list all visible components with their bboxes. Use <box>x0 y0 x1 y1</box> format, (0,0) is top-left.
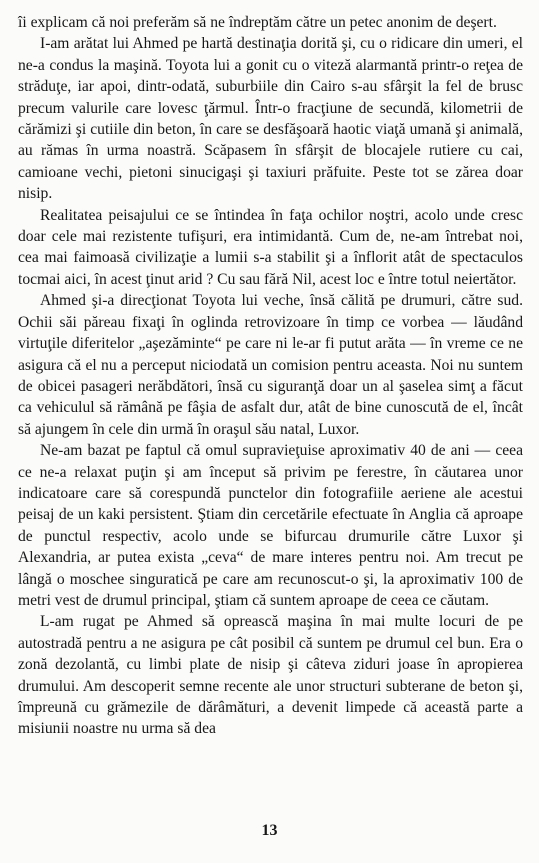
paragraph-6: L-am rugat pe Ahmed să oprească maşina în mai multe locuri de pe autostradă pentru a ne asigura pe cât posibil că suntem pe drumul cel bun. Era o zonă dezolantă, cu limbi plate de nisip şi câteva ziduri joase în apropierea drumului. Am descoperit semne recente ale unor structuri subterane de beton şi, împreună cu grămezile de dărâmături, a devenit limpede că această parte a misiunii noastre nu urma să dea <box>18 613 523 738</box>
paragraph-5: Ne-am bazat pe faptul că omul supravieţuise aproximativ 40 de ani — ceea ce ne-a relaxat puţin şi am început să privim pe ferestre, în căutarea unor indicatoare care să corespundă punctelor din fotografiile aeriene ale acestui peisaj de un kaki persistent. Ştiam din cercetările efectuate în Anglia că aproape de punctul respectiv, acolo unde se bifurcau drumurile către Luxor şi Alexandria, ar putea exista „ceva“ de mare interes pentru noi. Am trecut pe lângă o moschee singuratică pe care am recunoscut-o şi, la aproximativ 100 de metri vest de drumul principal, ştiam că suntem aproape de ceea ce căutam. <box>18 442 523 609</box>
page-number: 13 <box>261 822 278 839</box>
paragraph-3: Realitatea peisajului ce se întindea în faţa ochilor noştri, acolo unde cresc doar cele mai rezistente tufişuri, era intimidantă. Cum de, ne-am întrebat noi, cea mai faimoasă civilizaţie a lumii s-a stabilit şi a înflorit atât de spectaculos tocmai aici, în acest ţinut arid ? Cu sau fără Nil, acest loc e între totul neiertător. <box>18 206 523 288</box>
paragraph-4: Ahmed şi-a direcţionat Toyota lui veche, însă călită pe drumuri, către sud. Ochii săi păreau fixaţi în oglinda retrovizoare în timp ce vorbea — lăudând virtuţile diferitelor „aşezăminte“ pe care ni le-ar fi putut arăta — în vreme ce ne asigura că el nu a perceput niciodată un comision pentru aceasta. Noi nu suntem de obicei pasageri nerăbdători, însă cu siguranţă doar un al şaselea simţ a făcut ca vehiculul să rămână pe fâşia de asfalt dur, atât de bine cunoscută de el, încât să ajungem în cele din urmă în oraşul său natal, Luxor. <box>18 292 523 438</box>
paragraph-2: I-am arătat lui Ahmed pe hartă destinaţia dorită şi, cu o ridicare din umeri, el ne-a condus la maşină. Toyota lui a gonit cu o viteză alarmantă printr-o reţea de străduţe, iar apoi, dintr-odată, suburbiile din Cairo s-au sfârşit la fel de brusc precum valurile care lovesc ţărmul. Într-o fracţiune de secundă, kilometrii de cărămizi şi cutiile din beton, în care se desfăşoară haotic viaţă umană şi animală, au rămas în urma noastră. Scăpasem în sfârşit de blocajele rutiere cu cai, camioane vechi, pietoni sinucigaşi şi taxiuri prăfuite. Peste tot se zărea doar nisip. <box>18 35 523 203</box>
paragraph-1: îi explicam că noi preferăm să ne îndreptăm către un petec anonim de deşert. <box>18 14 497 31</box>
body-text <box>18 12 523 740</box>
